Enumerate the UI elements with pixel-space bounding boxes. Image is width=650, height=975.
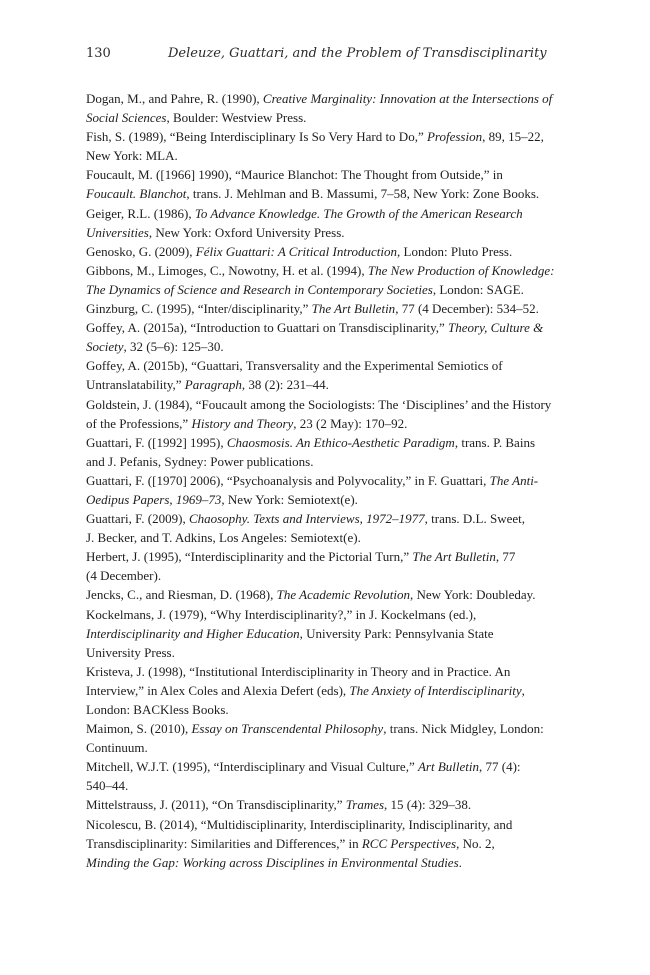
- reference-text: , 32 (5–6): 125–30.: [123, 339, 224, 355]
- reference-line: [86, 776, 566, 795]
- reference-text: , New York: Doubleday.: [409, 587, 536, 603]
- reference-line: [86, 509, 566, 528]
- reference-italic-text: Social Sciences: [86, 110, 167, 126]
- reference-line: [86, 395, 566, 414]
- reference-line: [86, 223, 566, 242]
- reference-text: Goldstein, J. (1984), “Foucault among the Sociologists: The ‘Disciplines’ and the History: [86, 396, 552, 412]
- reference-line: [86, 108, 566, 127]
- reference-line: [86, 528, 566, 547]
- reference-line: [86, 127, 566, 146]
- reference-text: , London: SAGE.: [432, 281, 524, 297]
- reference-italic-text: Interdisciplinarity and Higher Education: [86, 625, 300, 641]
- reference-entry: [86, 89, 566, 127]
- reference-line: [86, 242, 566, 261]
- reference-entry: [86, 547, 566, 585]
- reference-text: Guattari, F. ([1992] 1995),: [86, 434, 227, 450]
- reference-text: , 77 (4 December): 534–52.: [395, 301, 539, 317]
- reference-italic-text: Universities: [86, 224, 149, 240]
- reference-line: [86, 337, 566, 356]
- reference-entry: [86, 605, 566, 662]
- reference-line: [86, 452, 566, 471]
- reference-entry: [86, 585, 566, 604]
- reference-text: , University Park: Pennsylvania State: [299, 625, 494, 641]
- reference-text: Continuum.: [86, 740, 148, 756]
- reference-line: [86, 356, 566, 375]
- reference-text: , 23 (2 May): 170–92.: [293, 415, 408, 431]
- reference-text: and J. Pefanis, Sydney: Power publications.: [86, 453, 314, 469]
- reference-entry: [86, 471, 566, 509]
- reference-text: Guattari, F. (2009),: [86, 511, 189, 527]
- page-header: [86, 46, 566, 66]
- reference-line: [86, 375, 566, 394]
- reference-line: [86, 624, 566, 643]
- reference-line: [86, 566, 566, 585]
- reference-entry: [86, 127, 566, 165]
- reference-line: [86, 299, 566, 318]
- reference-italic-text: The Anti-: [489, 472, 539, 488]
- reference-entry: [86, 433, 566, 471]
- reference-text: Mittelstrauss, J. (2011), “On Transdisciplinarity,”: [86, 797, 346, 813]
- reference-text: , New York: Oxford University Press.: [148, 224, 345, 240]
- running-title: Deleuze, Guattari, and the Problem of Transdisciplinarity: [168, 46, 547, 61]
- reference-italic-text: History and Theory: [191, 415, 294, 431]
- reference-italic-text: Foucault. Blanchot: [86, 186, 187, 202]
- reference-text: , 77 (4):: [479, 759, 521, 775]
- reference-text: Gibbons, M., Limoges, C., Nowotny, H. et al. (1994),: [86, 262, 368, 278]
- reference-text: 540–44.: [86, 778, 129, 794]
- reference-italic-text: Chaosmosis. An Ethico-Aesthetic Paradigm: [226, 434, 455, 450]
- reference-text: Ginzburg, C. (1995), “Inter/disciplinarity,”: [86, 301, 312, 317]
- reference-line: [86, 834, 566, 853]
- reference-text: (4 December).: [86, 568, 162, 584]
- reference-italic-text: Chaosophy. Texts and Interviews, 1972–1977: [188, 511, 425, 527]
- reference-italic-text: Theory, Culture &: [448, 320, 544, 336]
- reference-line: [86, 261, 566, 280]
- reference-text: , trans. J. Mehlman and B. Massumi, 7–58, New York: Zone Books.: [186, 186, 540, 202]
- reference-text: Jencks, C., and Riesman, D. (1968),: [86, 587, 277, 603]
- reference-line: [86, 471, 566, 490]
- reference-italic-text: Trames: [345, 797, 385, 813]
- reference-text: , trans. P. Bains: [454, 434, 535, 450]
- reference-italic-text: Society: [86, 339, 124, 355]
- reference-text: of the Professions,”: [86, 415, 192, 431]
- reference-list: [86, 89, 566, 872]
- reference-text: Guattari, F. ([1970] 2006), “Psychoanalysis and Polyvocality,” in F. Guattari,: [86, 472, 490, 488]
- reference-text: , trans. D.L. Sweet,: [424, 511, 526, 527]
- reference-line: [86, 89, 566, 108]
- reference-text: Nicolescu, B. (2014), “Multidisciplinarity, Interdisciplinarity, Indisciplinarity, and: [86, 816, 513, 832]
- reference-line: [86, 681, 566, 700]
- reference-entry: [86, 318, 566, 356]
- reference-text: Foucault, M. ([1966] 1990), “Maurice Blanchot: The Thought from Outside,” in: [86, 167, 503, 183]
- reference-italic-text: Oedipus Papers, 1969–73: [86, 491, 222, 507]
- reference-entry: [86, 815, 566, 872]
- reference-line: [86, 585, 566, 604]
- reference-text: Herbert, J. (1995), “Interdisciplinarity and the Pictorial Turn,”: [86, 549, 413, 565]
- page-number: 130: [86, 46, 111, 61]
- reference-text: , Boulder: Westview Press.: [166, 110, 307, 126]
- reference-italic-text: Minding the Gap: Working across Disciplines in Environmental Studies: [86, 854, 459, 870]
- reference-entry: [86, 356, 566, 394]
- reference-text: , 15 (4): 329–38.: [384, 797, 472, 813]
- reference-line: [86, 853, 566, 872]
- reference-entry: [86, 509, 566, 547]
- reference-italic-text: The Anxiety of Interdisciplinarity: [349, 682, 522, 698]
- reference-entry: [86, 757, 566, 795]
- reference-text: ,: [521, 682, 525, 698]
- reference-line: [86, 815, 566, 834]
- reference-text: Mitchell, W.J.T. (1995), “Interdisciplinary and Visual Culture,”: [86, 759, 418, 775]
- reference-italic-text: Paragraph: [184, 377, 242, 393]
- reference-line: [86, 719, 566, 738]
- reference-text: .: [458, 854, 462, 870]
- reference-text: Kristeva, J. (1998), “Institutional Interdisciplinarity in Theory and in Practice. An: [86, 663, 511, 679]
- reference-line: [86, 662, 566, 681]
- reference-entry: [86, 395, 566, 433]
- reference-text: Goffey, A. (2015a), “Introduction to Guattari on Transdisciplinarity,”: [86, 320, 449, 336]
- reference-line: [86, 433, 566, 452]
- reference-italic-text: To Advance Knowledge. The Growth of the American Research: [194, 205, 523, 221]
- reference-entry: [86, 242, 566, 261]
- reference-italic-text: The Art Bulletin: [412, 549, 496, 565]
- reference-text: , trans. Nick Midgley, London:: [383, 721, 544, 737]
- reference-text: Interview,” in Alex Coles and Alexia Defert (eds),: [86, 682, 350, 698]
- reference-entry: [86, 662, 566, 719]
- reference-entry: [86, 795, 566, 814]
- reference-line: [86, 280, 566, 299]
- reference-line: [86, 318, 566, 337]
- reference-line: [86, 738, 566, 757]
- reference-line: [86, 547, 566, 566]
- reference-line: [86, 757, 566, 776]
- reference-text: Untranslatability,”: [86, 377, 185, 393]
- reference-text: Geiger, R.L. (1986),: [86, 205, 195, 221]
- reference-line: [86, 643, 566, 662]
- reference-italic-text: The New Production of Knowledge:: [367, 262, 555, 278]
- reference-line: [86, 605, 566, 624]
- reference-line: [86, 146, 566, 165]
- reference-italic-text: Profession: [426, 129, 483, 145]
- reference-text: Transdisciplinarity: Similarities and Differences,” in: [86, 835, 362, 851]
- reference-line: [86, 490, 566, 509]
- reference-text: Kockelmans, J. (1979), “Why Interdisciplinarity?,” in J. Kockelmans (ed.),: [86, 606, 477, 622]
- reference-text: J. Becker, and T. Adkins, Los Angeles: Semiotext(e).: [86, 530, 361, 546]
- reference-text: Goffey, A. (2015b), “Guattari, Transversality and the Experimental Semiotics of: [86, 358, 503, 374]
- reference-line: [86, 700, 566, 719]
- reference-italic-text: The Art Bulletin: [311, 301, 396, 317]
- reference-entry: [86, 204, 566, 242]
- reference-italic-text: The Dynamics of Science and Research in Contemporary Societies: [86, 281, 433, 297]
- reference-text: London: BACKless Books.: [86, 702, 229, 717]
- reference-text: , No. 2,: [456, 835, 495, 851]
- reference-italic-text: The Academic Revolution: [276, 587, 410, 603]
- reference-text: , 38 (2): 231–44.: [241, 377, 329, 393]
- reference-line: [86, 795, 566, 814]
- reference-text: University Press.: [86, 644, 175, 660]
- reference-text: Genosko, G. (2009),: [86, 243, 196, 259]
- reference-italic-text: RCC Perspectives: [361, 835, 457, 851]
- reference-entry: [86, 165, 566, 203]
- reference-italic-text: Art Bulletin: [417, 759, 480, 775]
- reference-text: Maimon, S. (2010),: [86, 721, 192, 737]
- reference-italic-text: Essay on Transcendental Philosophy: [191, 721, 384, 737]
- reference-italic-text: Creative Marginality: Innovation at the Intersections of: [262, 91, 553, 106]
- reference-text: New York: MLA.: [86, 148, 178, 164]
- reference-text: , London: Pluto Press.: [397, 243, 513, 259]
- reference-line: [86, 204, 566, 223]
- reference-entry: [86, 719, 566, 757]
- reference-text: Dogan, M., and Pahre, R. (1990),: [86, 91, 263, 106]
- reference-text: Fish, S. (1989), “Being Interdisciplinary Is So Very Hard to Do,”: [86, 129, 427, 145]
- reference-line: [86, 184, 566, 203]
- reference-entry: [86, 261, 566, 299]
- reference-text: , New York: Semiotext(e).: [221, 491, 358, 507]
- reference-entry: [86, 299, 566, 318]
- reference-line: [86, 414, 566, 433]
- reference-text: , 77: [495, 549, 516, 565]
- reference-text: , 89, 15–22,: [482, 129, 544, 145]
- reference-line: [86, 165, 566, 184]
- reference-italic-text: Félix Guattari: A Critical Introduction: [195, 243, 398, 259]
